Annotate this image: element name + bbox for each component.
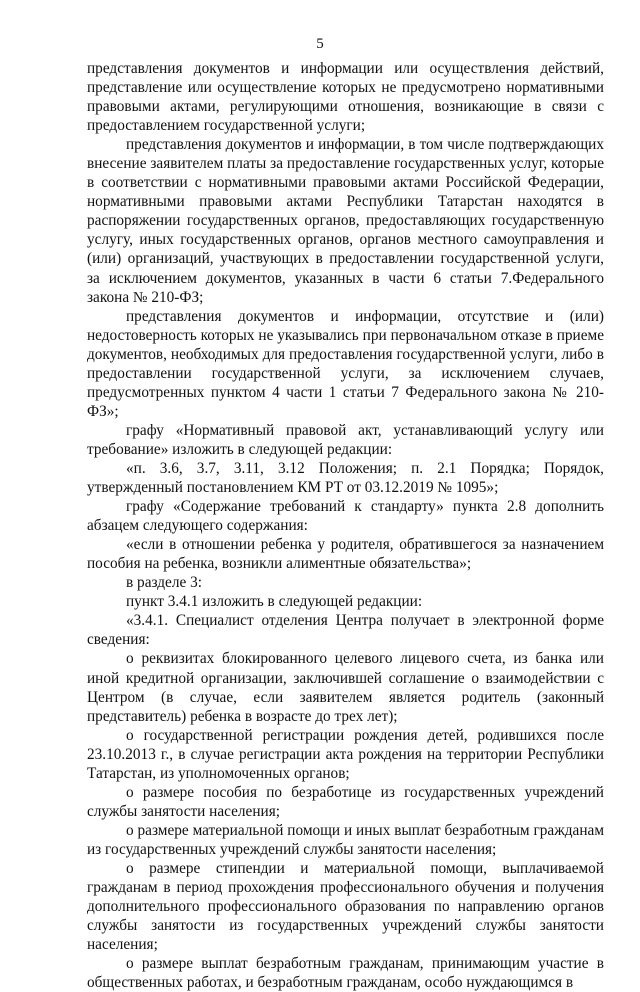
paragraph: в разделе 3: (126, 574, 202, 592)
paragraph: графу «Нормативный правовой акт, устанавливающий услугу или требование» изложить в следующей редакции: (87, 421, 604, 458)
paragraph: графу «Содержание требований к стандарту» пункта 2.8 дополнить абзацем следующего содержания: (87, 498, 604, 535)
page-number: 5 (316, 36, 324, 52)
paragraph: «п. 3.6, 3.7, 3.11, 3.12 Положения; п. 2.1 Порядка; Порядок, утвержденный постановлением КМ РТ от 03.12.2019 № 1095»; (87, 459, 604, 497)
document-body (87, 59, 604, 992)
paragraph: пункт 3.4.1 изложить в следующей редакции: (126, 593, 423, 611)
paragraph: представления документов и информации, отсутствие и (или) недостоверность которых не указывались при первоначальном отказе в приеме документов, необходимых для предоставления государственной услуги, либо в предоставлении государственной услуги, за исключением случаев, предусмотренных пунктом 4 части 1 статьи 7 Федерального закона № 210-ФЗ»; (87, 307, 604, 420)
paragraph: «если в отношении ребенка у родителя, обратившегося за назначением пособия на ребенка, возникли алиментные обязательства»; (87, 536, 604, 573)
paragraph: о размере материальной помощи и иных выплат безработным гражданам из государственных учреждений службы занятости населения; (87, 821, 604, 858)
paragraph: о размере стипендии и материальной помощи, выплачиваемой гражданам в период прохождения профессионального обучения и получения дополнительного профессионального образования по направлению органов службы занятости из государственных учреждений службы занятости населения; (87, 859, 604, 954)
paragraph: представления документов и информации или осуществления действий, представление или осуществление которых не предусмотрено нормативными правовыми актами, регулирующими отношения, возникающие в связи с предоставлением государственной услуги; (87, 60, 604, 135)
paragraph: представления документов и информации, в том числе подтверждающих внесение заявителем платы за предоставление государственных услуг, которые в соответствии с нормативными правовыми актами Российской Федерации, нормативными правовыми актами Республики Татарстан находятся в распоряжении государственных органов, предоставляющих государственную услугу, иных государственных органов, органов местного самоуправления и (или) организаций, участвующих в предоставлении государственной услуги, за исключением документов, указанных в части 6 статьи 7.Федерального закона № 210-ФЗ; (87, 136, 604, 306)
paragraph: о размере пособия по безработице из государственных учреждений службы занятости населения; (87, 783, 604, 820)
paragraph: о государственной регистрации рождения детей, родившихся после 23.10.2013 г., в случае регистрации акта рождения на территории Республики Татарстан, из уполномоченных органов; (87, 726, 604, 782)
paragraph: о реквизитах блокированного целевого лицевого счета, из банка или иной кредитной организации, заключившей соглашение о взаимодействии с Центром (в случае, если заявителем является родитель (законный представитель) ребенка в возрасте до трех лет); (87, 650, 604, 725)
paragraph: о размере выплат безработным гражданам, принимающим участие в общественных работах, и безработным гражданам, особо нуждающимся в (87, 955, 604, 992)
paragraph: «3.4.1. Специалист отделения Центра получает в электронной форме сведения: (87, 612, 604, 649)
